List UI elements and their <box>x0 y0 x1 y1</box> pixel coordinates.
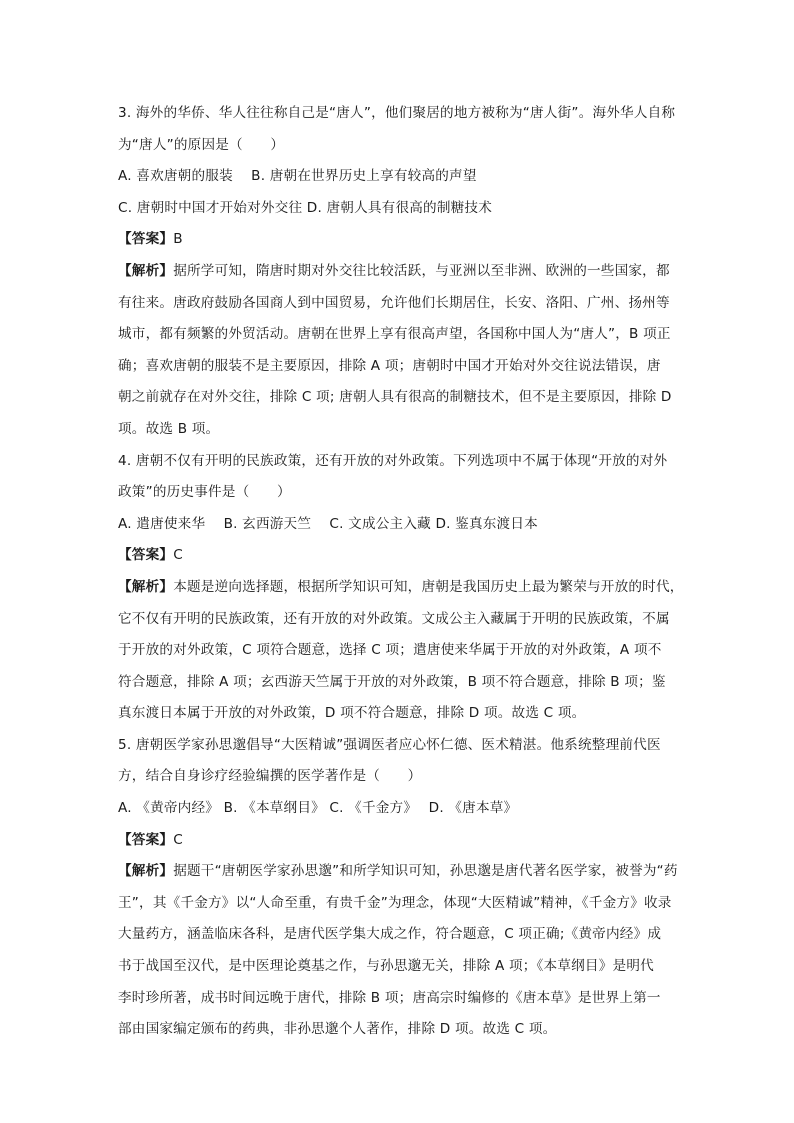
analysis-tag: 【解析】 <box>118 262 174 279</box>
analysis-text: 据题干“唐朝医学家孙思邈”和所学知识可知，孙思邈是唐代著名医学家，被誉为“药 <box>173 863 678 880</box>
analysis-line <box>118 256 678 288</box>
stem-line: 3. 海外的华侨、华人往往称自己是“唐人”，他们聚居的地方被称为“唐人街”。海外华人自称 <box>118 105 676 121</box>
analysis-tag: 【解析】 <box>118 863 174 880</box>
analysis <box>118 572 684 730</box>
question-3 <box>118 98 678 446</box>
options-line: A. 遣唐使来华 B. 玄西游天竺 C. 文成公主入藏 D. 鉴真东渡日本 <box>118 515 538 532</box>
analysis-line: 确；喜欢唐朝的服装不是主要原因，排除 A 项；唐朝时中国才开始对外交往说法错误，唐 <box>118 357 661 374</box>
analysis-line: 于开放的对外政策，C 项符合题意，选择 C 项；遣唐使来华属于开放的对外政策，A 项不 <box>118 642 662 659</box>
analysis <box>118 256 678 446</box>
analysis-line <box>118 856 678 888</box>
analysis-line: 真东渡日本属于开放的对外政策，D 项不符合题意，排除 D 项。故选 C 项。 <box>118 705 586 722</box>
analysis-line: 大量药方，涵盖临床各科，是唐代医学集大成之作，符合题意，C 项正确;《黄帝内经》成 <box>118 926 662 943</box>
question-stem <box>118 446 678 509</box>
question-5 <box>118 730 678 1046</box>
analysis-line: 书于战国至汉代，是中医理论奠基之作，与孙思邈无关，排除 A 项；《本草纲目》是明代 <box>118 958 654 975</box>
options-line: C. 唐朝时中国才开始对外交往 D. 唐朝人具有很高的制糖技术 <box>118 199 493 216</box>
answer-tag: 【答案】 <box>118 547 174 564</box>
options <box>118 793 678 825</box>
document-page <box>118 98 684 1046</box>
analysis-line: 部由国家编定颁布的药典，非孙思邈个人著作，排除 D 项。故选 C 项。 <box>118 1021 557 1038</box>
analysis-line: 城市，都有频繁的外贸活动。唐朝在世界上享有很高声望，各国称中国人为“唐人”，B 项正 <box>118 326 671 343</box>
analysis-tag: 【解析】 <box>118 578 174 595</box>
question-stem <box>118 98 678 161</box>
question-stem <box>118 730 678 793</box>
analysis-line: 符合题意，排除 A 项；玄西游天竺属于开放的对外政策，B 项不符合题意，排除 B 项；鉴 <box>118 673 666 690</box>
analysis-line: 王”，其《千金方》以“人命至重，有贵千金”为理念，体现“大医精诚”精神，《千金方》收录 <box>118 894 672 911</box>
analysis-line <box>118 572 684 604</box>
analysis <box>118 856 678 1046</box>
analysis-line: 有往来。唐政府鼓励各国商人到中国贸易，允许他们长期居住，长安、洛阳、广州、扬州等 <box>118 294 670 311</box>
options <box>118 161 678 224</box>
options-line: A. 喜欢唐朝的服装 B. 唐朝在世界历史上享有较高的声望 <box>118 168 477 185</box>
stem-line: 政策”的历史事件是（ ） <box>118 484 291 501</box>
answer-value: B <box>173 231 183 248</box>
stem-line: 5. 唐朝医学家孙思邈倡导“大医精诚”强调医者应心怀仁德、医术精湛。他系统整理前代医 <box>118 736 661 753</box>
answer-line <box>118 540 678 572</box>
analysis-line: 它不仅有开明的民族政策，还有开放的对外政策。文成公主入藏属于开明的民族政策，不属 <box>118 610 670 627</box>
answer-line <box>118 224 678 256</box>
answer-line <box>118 825 678 857</box>
options-line: A. 《黄帝内经》 B. 《本草纲目》 C. 《千金方》 D. 《唐本草》 <box>118 800 518 817</box>
answer-tag: 【答案】 <box>118 831 174 848</box>
question-4 <box>118 446 684 730</box>
analysis-text: 本题是逆向选择题，根据所学知识可知，唐朝是我国历史上最为繁荣与开放的时代， <box>173 578 684 595</box>
stem-line: 方，结合自身诊疗经验编撰的医学著作是（ ） <box>118 768 422 785</box>
analysis-line: 李时珍所著，成书时间远晚于唐代，排除 B 项；唐高宗时编修的《唐本草》是世界上第一 <box>118 989 661 1006</box>
stem-line: 为“唐人”的原因是（ ） <box>118 136 285 153</box>
analysis-line: 朝之前就存在对外交往，排除 C 项; 唐朝人具有很高的制糖技术，但不是主要原因，排除 D <box>118 389 672 406</box>
options <box>118 509 678 541</box>
answer-value: C <box>173 547 183 564</box>
answer-tag: 【答案】 <box>118 231 174 248</box>
analysis-line: 项。故选 B 项。 <box>118 420 220 437</box>
answer-value: C <box>173 831 183 848</box>
analysis-text: 据所学可知，隋唐时期对外交往比较活跃，与亚洲以至非洲、欧洲的一些国家，都 <box>173 262 670 279</box>
stem-line: 4. 唐朝不仅有开明的民族政策，还有开放的对外政策。下列选项中不属于体现“开放的对外 <box>118 452 668 469</box>
